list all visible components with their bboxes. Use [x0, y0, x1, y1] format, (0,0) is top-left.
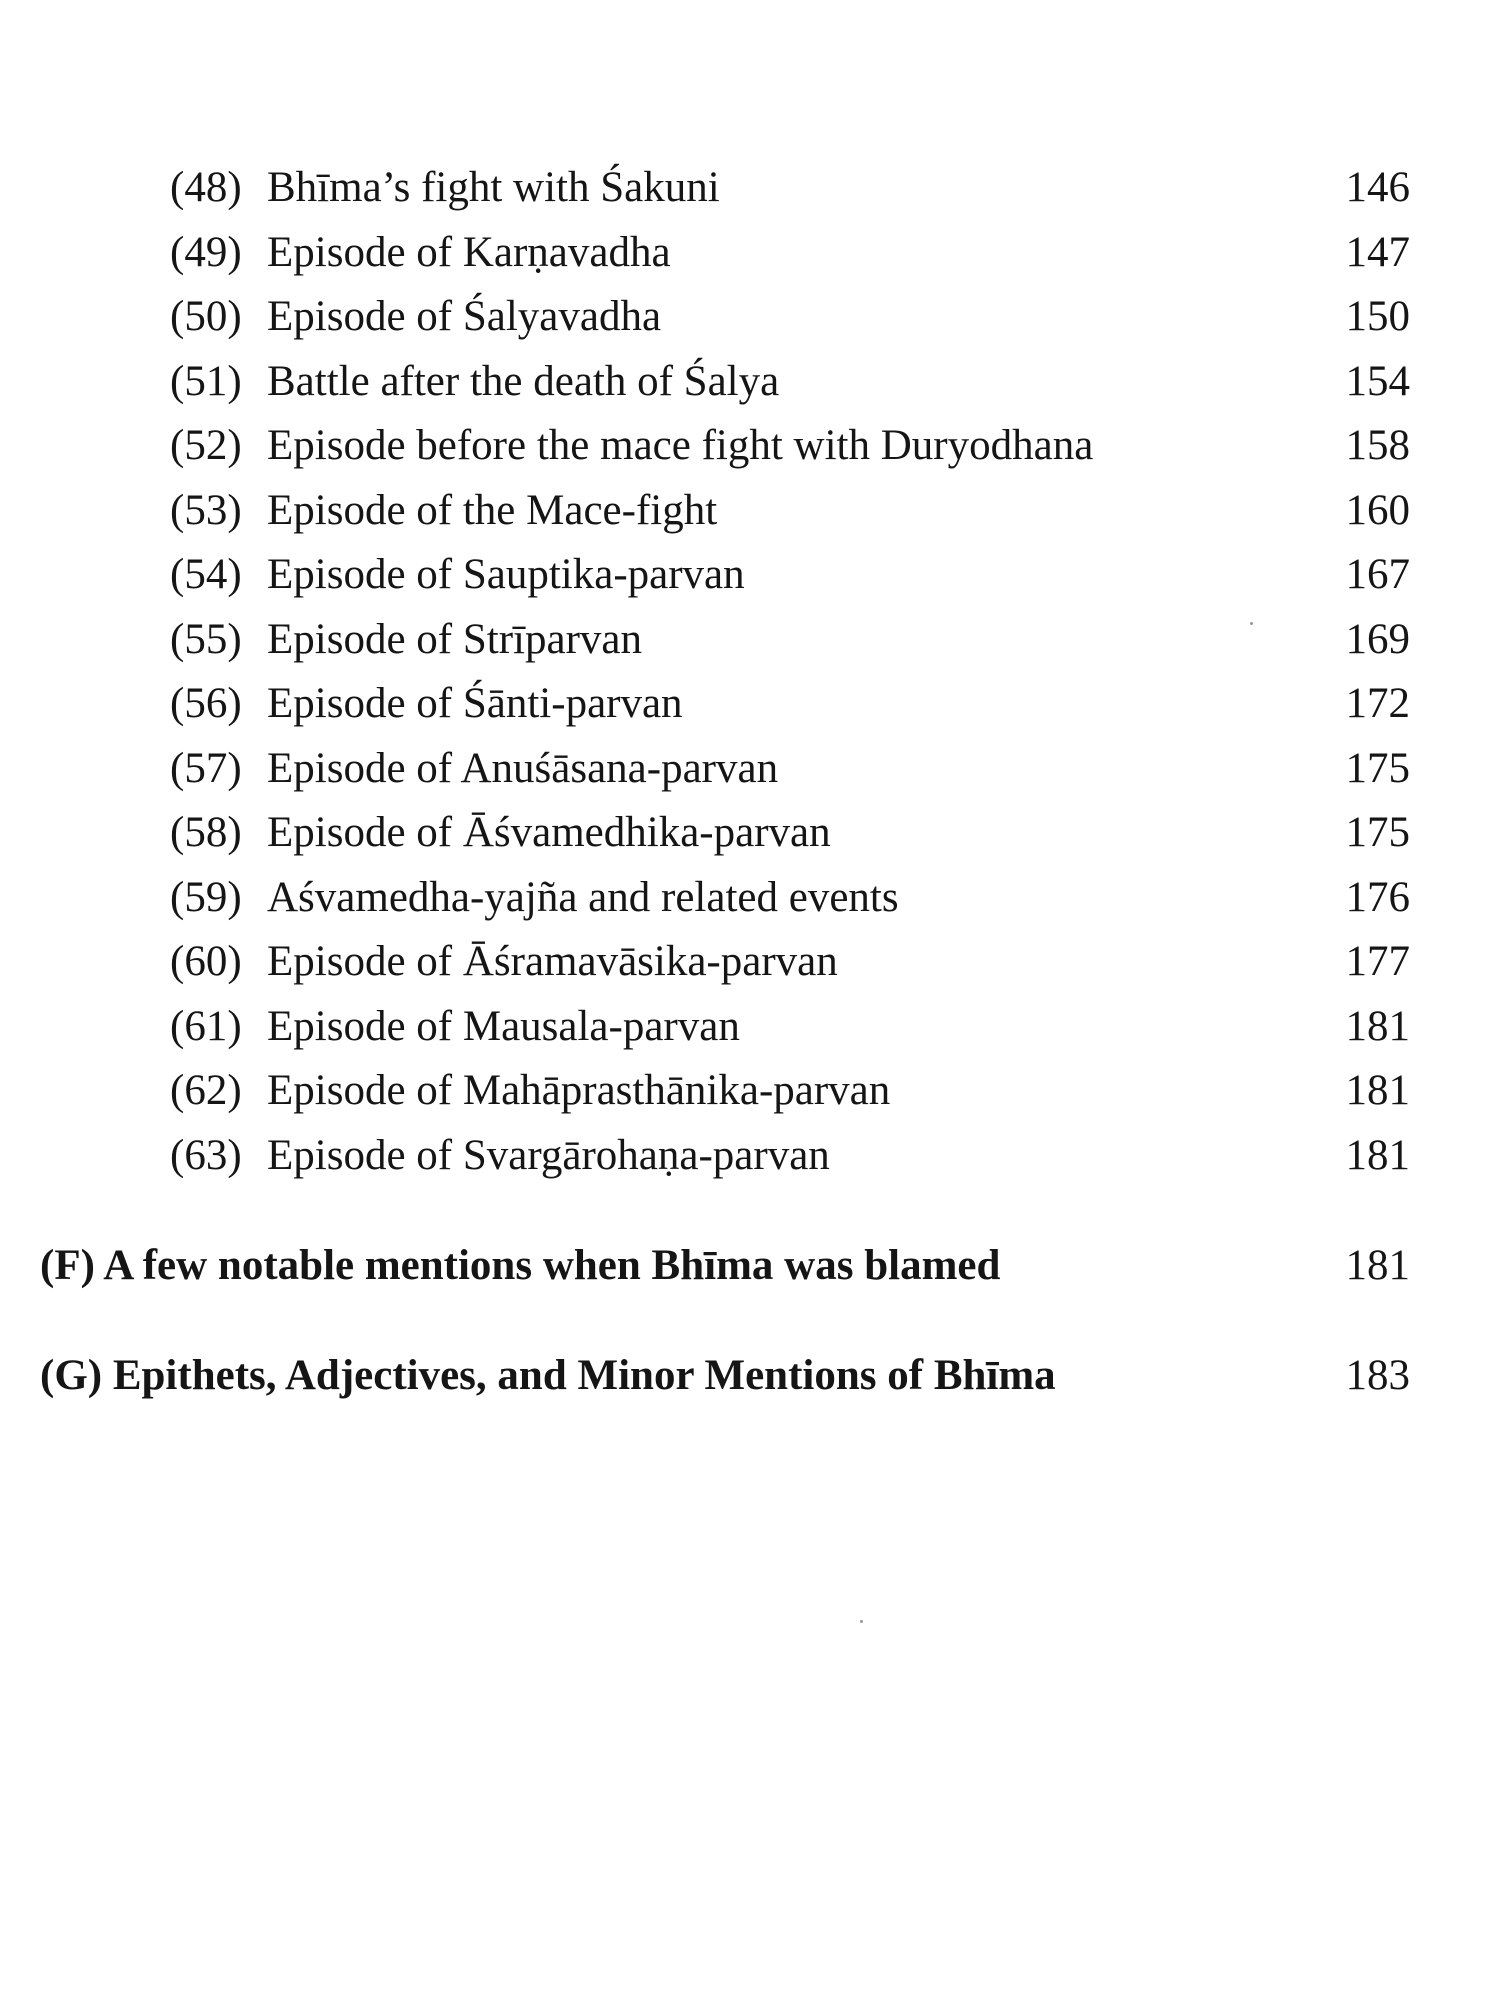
- toc-entry: [170, 225, 1410, 290]
- section-heading-g: [40, 1348, 1410, 1408]
- entry-title: Episode of Karṇavadha: [267, 228, 671, 276]
- entry-number: (54): [170, 551, 242, 598]
- entry-title: Episode of Anuśāsana-parvan: [267, 744, 779, 792]
- entry-title: Episode of Svargārohaṇa-parvan: [267, 1131, 830, 1179]
- entry-number: (52): [170, 422, 242, 469]
- entry-page-number: 181: [1345, 1067, 1410, 1114]
- toc-entry: [170, 934, 1410, 999]
- scan-speck: [860, 1620, 863, 1623]
- entry-page-number: 176: [1345, 873, 1410, 921]
- toc-entry: [170, 160, 1410, 225]
- section-page-number: 183: [1345, 1352, 1410, 1399]
- toc-entry: [170, 547, 1410, 612]
- entry-page-number: 167: [1345, 551, 1410, 598]
- entry-number: (53): [170, 486, 242, 534]
- entry-title: Episode of Sauptika-parvan: [267, 551, 745, 598]
- entry-number: (58): [170, 809, 242, 856]
- entry-number: (62): [170, 1067, 242, 1114]
- toc-entry: [170, 483, 1410, 548]
- toc-entry-list: [170, 160, 1410, 1192]
- entry-number: (50): [170, 293, 242, 340]
- entry-title: Episode of Strīparvan: [267, 615, 642, 663]
- entry-page-number: 154: [1345, 357, 1410, 405]
- section-heading-f: [40, 1238, 1410, 1298]
- toc-entry: [170, 289, 1410, 354]
- entry-title: Episode of Mausala-parvan: [267, 1002, 740, 1050]
- entry-number: (59): [170, 873, 242, 921]
- toc-entry: [170, 741, 1410, 806]
- entry-title: Episode of Āśvamedhika-parvan: [267, 809, 831, 856]
- entry-page-number: 160: [1345, 486, 1410, 534]
- section-page-number: 181: [1345, 1242, 1410, 1289]
- entry-page-number: 146: [1345, 164, 1410, 211]
- entry-number: (56): [170, 680, 242, 727]
- entry-number: (60): [170, 938, 242, 985]
- section-title: (G) Epithets, Adjectives, and Minor Mentions of Bhīma: [40, 1352, 1056, 1399]
- entry-page-number: 181: [1345, 1002, 1410, 1050]
- entry-page-number: 177: [1345, 938, 1410, 985]
- entry-page-number: 172: [1345, 680, 1410, 727]
- entry-title: Episode of the Mace-fight: [267, 486, 718, 534]
- entry-number: (63): [170, 1131, 242, 1179]
- entry-number: (61): [170, 1002, 242, 1050]
- toc-entry: [170, 418, 1410, 483]
- entry-title: Episode of Śalyavadha: [267, 293, 662, 340]
- entry-page-number: 181: [1345, 1131, 1410, 1179]
- entry-page-number: 169: [1345, 615, 1410, 663]
- entry-title: Bhīma’s fight with Śakuni: [267, 164, 720, 211]
- toc-entry: [170, 1128, 1410, 1193]
- entry-title: Episode of Āśramavāsika-parvan: [267, 938, 838, 985]
- entry-page-number: 175: [1345, 744, 1410, 792]
- entry-page-number: 158: [1345, 422, 1410, 469]
- entry-page-number: 150: [1345, 293, 1410, 340]
- entry-title: Episode before the mace fight with Duryodhana: [267, 422, 1094, 469]
- entry-title: Aśvamedha-yajña and related events: [267, 873, 899, 921]
- toc-entry: [170, 805, 1410, 870]
- toc-entry: [170, 870, 1410, 935]
- entry-number: (57): [170, 744, 242, 792]
- entry-title: Episode of Śānti-parvan: [267, 680, 683, 727]
- entry-number: (55): [170, 615, 242, 663]
- toc-entry: [170, 1063, 1410, 1128]
- entry-number: (48): [170, 164, 242, 211]
- toc-entry: [170, 354, 1410, 419]
- entry-page-number: 175: [1345, 809, 1410, 856]
- entry-title: Episode of Mahāprasthānika-parvan: [267, 1067, 891, 1114]
- entry-number: (49): [170, 228, 242, 276]
- entry-number: (51): [170, 357, 242, 405]
- section-title: (F) A few notable mentions when Bhīma was blamed: [40, 1242, 1001, 1289]
- toc-entry: [170, 676, 1410, 741]
- toc-entry: [170, 612, 1410, 677]
- toc-entry: [170, 999, 1410, 1064]
- entry-title: Battle after the death of Śalya: [267, 357, 780, 405]
- entry-page-number: 147: [1345, 228, 1410, 276]
- scan-speck: [1250, 622, 1253, 625]
